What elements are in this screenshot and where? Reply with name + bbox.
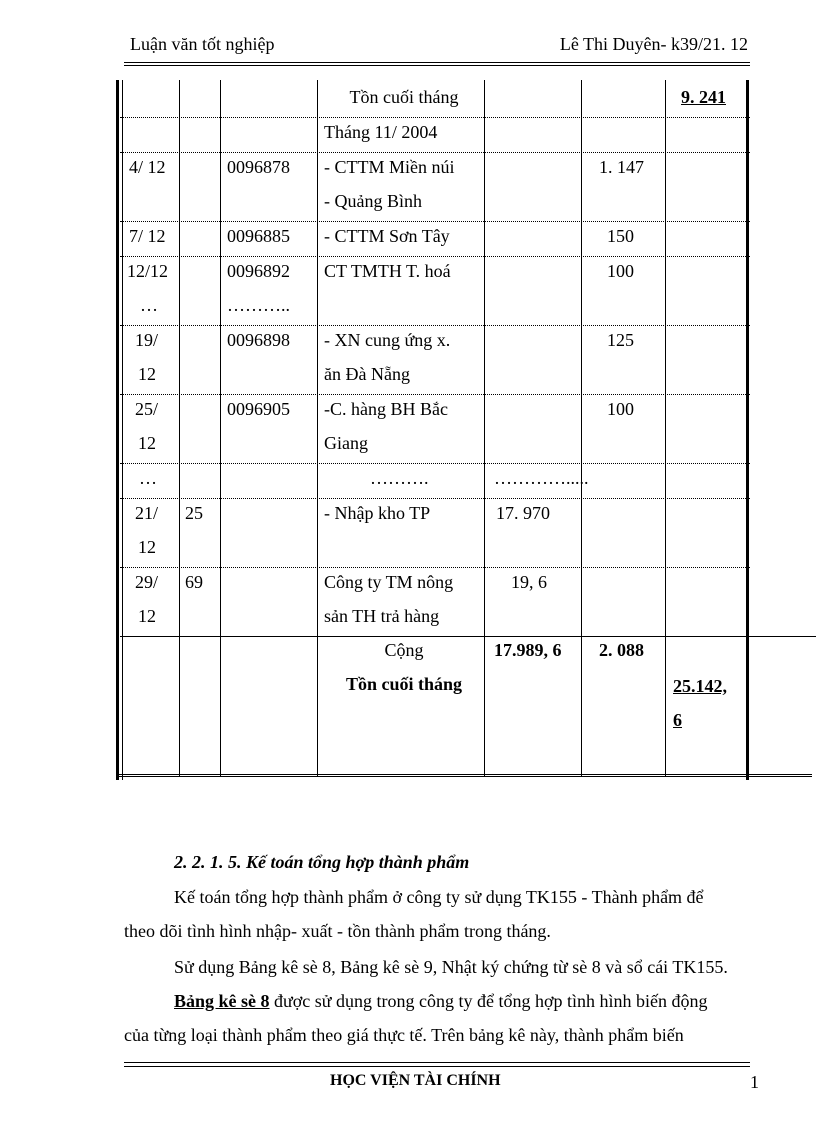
paragraph-line: Sử dụng Bảng kê sè 8, Bảng kê sè 9, Nhật ký chứng từ sè 8 và sổ cái TK155. [174, 957, 728, 977]
cell-date: 12 [138, 433, 156, 453]
cell-date: 4/ 12 [129, 157, 166, 177]
closing-balance-label: Tồn cuối tháng [345, 674, 463, 694]
cell-date: … [140, 295, 158, 315]
page-number: 1 [750, 1072, 759, 1092]
cell-entry-number: 25 [185, 503, 203, 523]
cell-description: Giang [324, 433, 368, 453]
total-label: Cộng [384, 640, 424, 660]
paragraph-line [174, 984, 750, 1018]
total-credit: 2. 088 [599, 640, 644, 660]
cell-description: - XN cung ứng x. [324, 330, 451, 350]
cell-debit: 17. 970 [496, 503, 550, 523]
table-border-bottom [116, 774, 812, 777]
cell-description: Tháng 11/ 2004 [324, 122, 438, 142]
cell-description: sản TH trả hàng [324, 606, 440, 626]
cell-document-number: ……….. [227, 295, 290, 315]
total-debit: 17.989, 6 [494, 640, 562, 660]
cell-date: 12 [138, 537, 156, 557]
footer-rule-2 [124, 1066, 750, 1067]
cell-balance: 9. 241 [681, 87, 726, 107]
column-divider [317, 80, 318, 776]
cell-credit: 150 [607, 226, 634, 246]
column-divider [484, 80, 485, 776]
table-border-right [746, 80, 749, 780]
paragraph-line: Kế toán tổng hợp thành phẩm ở công ty sử dụng TK155 - Thành phẩm để [174, 887, 704, 907]
cell-description: -C. hàng BH Bắc [324, 399, 448, 419]
cell-date: 12 [138, 606, 156, 626]
cell-description: Công ty TM nông [324, 572, 454, 592]
header-rule-2 [124, 65, 750, 66]
cell-document-number: 0096898 [227, 330, 290, 350]
paragraph-line: theo dõi tình hình nhập- xuất - tồn thành phẩm trong tháng. [124, 921, 551, 941]
row-divider [120, 498, 750, 499]
cell-credit: 1. 147 [599, 157, 644, 177]
column-divider [581, 80, 582, 776]
cell-debit: …………..... [494, 468, 589, 488]
cell-debit: 19, 6 [511, 572, 547, 592]
ledger-table [114, 80, 816, 780]
row-divider [120, 463, 750, 464]
cell-credit: 100 [607, 399, 634, 419]
cell-description: ………. [370, 468, 429, 488]
column-divider [220, 80, 221, 776]
footer-rule [124, 1062, 750, 1063]
cell-description: ăn Đà Nẵng [324, 364, 410, 384]
cell-description: CT TMTH T. hoá [324, 261, 451, 281]
cell-credit: 125 [607, 330, 634, 350]
cell-credit: 100 [607, 261, 634, 281]
cell-date: 21/ [135, 503, 159, 523]
cell-date: … [139, 468, 157, 488]
cell-description: - CTTM Miền núi [324, 157, 455, 177]
cell-date: 19/ [135, 330, 159, 350]
closing-balance-value: 6 [673, 710, 682, 730]
cell-date: 12 [138, 364, 156, 384]
cell-document-number: 0096905 [227, 399, 290, 419]
header-author: Lê Thi Duyên- k39/21. 12 [559, 34, 748, 54]
section-heading: 2. 2. 1. 5. Kế toán tổng hợp thành phẩm [174, 852, 470, 872]
table-reference: Bảng kê sè 8 [174, 991, 270, 1011]
paragraph-line: của từng loại thành phẩm theo giá thực tế. Trên bảng kê này, thành phẩm biến [124, 1025, 684, 1045]
cell-description: - CTTM Sơn Tây [324, 226, 450, 246]
header-rule [124, 62, 750, 63]
header-thesis-title: Luận văn tốt nghiệp [130, 34, 275, 54]
cell-description: - Nhập kho TP [324, 503, 431, 523]
cell-entry-number: 69 [185, 572, 203, 592]
cell-document-number: 0096878 [227, 157, 290, 177]
cell-description: Tồn cuối tháng [349, 87, 459, 107]
cell-date: 7/ 12 [129, 226, 166, 246]
paragraph-text: được sử dụng trong công ty để tổng hợp tình hình biến động [269, 991, 708, 1011]
cell-description: - Quảng Bình [324, 191, 422, 211]
cell-date: 12/12 [127, 261, 169, 281]
cell-date: 25/ [135, 399, 159, 419]
footer-institution: HỌC VIỆN TÀI CHÍNH [330, 1072, 501, 1089]
closing-balance-value: 25.142, [673, 676, 727, 696]
cell-date: 29/ [135, 572, 159, 592]
column-divider [665, 80, 666, 776]
cell-document-number: 0096885 [227, 226, 290, 246]
table-border-left [116, 80, 119, 780]
column-divider [179, 80, 180, 776]
cell-document-number: 0096892 [227, 261, 290, 281]
table-border-left-inner [122, 80, 123, 780]
